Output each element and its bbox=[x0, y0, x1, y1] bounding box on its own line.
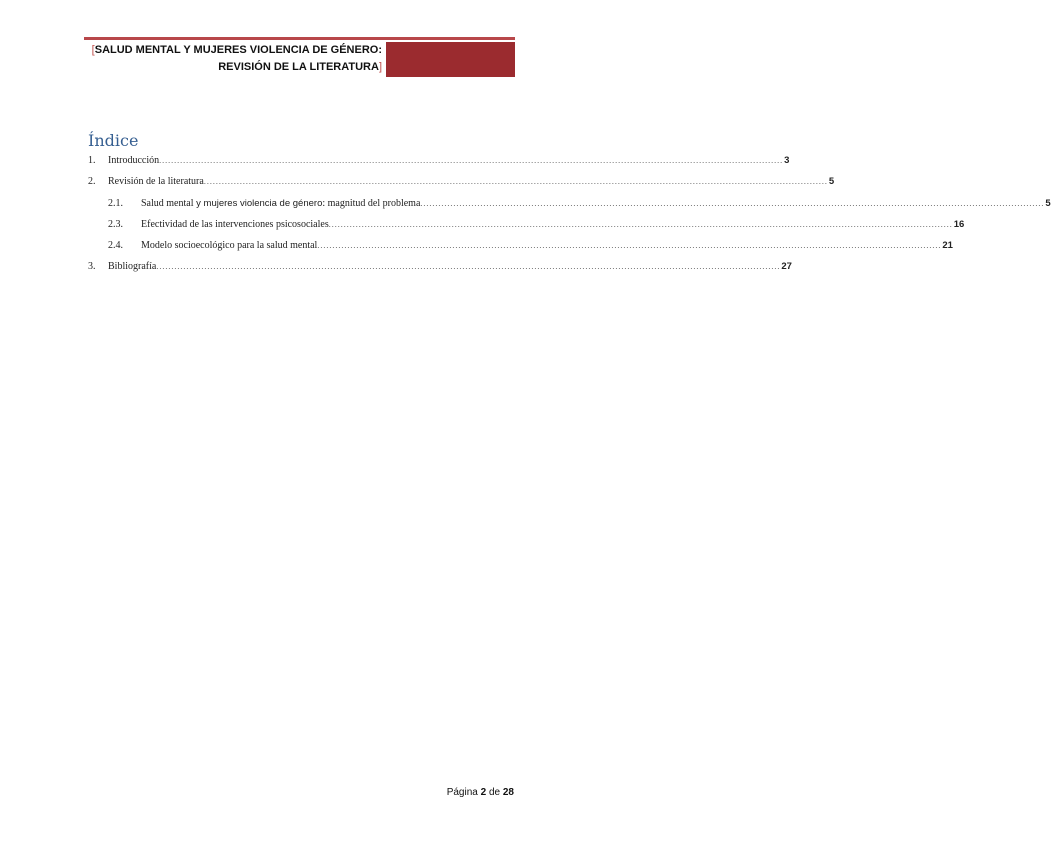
toc-entry-efectividad[interactable] bbox=[108, 219, 965, 231]
toc-entry-number: 3. bbox=[88, 261, 96, 272]
toc-entry-page: 5 bbox=[1045, 198, 1051, 209]
toc-entry-page: 27 bbox=[781, 261, 792, 272]
footer-of-word: de bbox=[488, 787, 501, 798]
toc-entry-page: 21 bbox=[942, 240, 953, 251]
toc-entry-label-part3: : magnitud del problema bbox=[322, 198, 421, 209]
toc-title: Índice bbox=[88, 131, 139, 150]
toc-entry-label: Efectividad de las intervenciones psicosociales bbox=[141, 219, 329, 230]
toc-leader-dots: ................................................................................................................................................................................................................ bbox=[159, 156, 784, 165]
page-header bbox=[84, 37, 515, 77]
toc-entry-page: 5 bbox=[828, 176, 835, 187]
toc-entry-label-part1: Salud mental bbox=[141, 198, 194, 209]
toc-leader-dots: ................................................................................................................................................................................................................ bbox=[156, 262, 781, 271]
toc-entry-bibliografia[interactable] bbox=[88, 261, 792, 273]
page-footer bbox=[447, 787, 514, 798]
toc-entry-label: Bibliografía bbox=[108, 261, 157, 272]
toc-entry-label bbox=[141, 198, 420, 210]
toc-leader-dots: ................................................................................................................................................................................................................ bbox=[420, 199, 1045, 208]
toc-entry-label: Modelo socioecológico para la salud mental bbox=[141, 240, 318, 251]
toc-entry-number: 1. bbox=[88, 155, 96, 166]
footer-total-pages: 28 bbox=[502, 787, 514, 798]
toc-leader-dots: ................................................................................................................................................................................................................ bbox=[317, 241, 942, 250]
toc-entry-number: 2.3. bbox=[108, 219, 123, 230]
toc-entry-salud-mental[interactable] bbox=[108, 198, 1051, 210]
toc-entry-label: Revisión de la literatura bbox=[108, 176, 204, 187]
toc-entry-number: 2. bbox=[88, 176, 96, 187]
toc-entry-label: Introducción bbox=[108, 155, 160, 166]
footer-current-page: 2 bbox=[480, 787, 487, 798]
header-color-block bbox=[386, 42, 515, 77]
toc-entry-introduccion[interactable] bbox=[88, 155, 790, 167]
toc-entry-modelo[interactable] bbox=[108, 240, 953, 252]
toc-entry-revision[interactable] bbox=[88, 176, 835, 188]
toc-entry-page: 16 bbox=[953, 219, 965, 230]
header-title-line2: REVISIÓN DE LA LITERATURA bbox=[218, 61, 379, 73]
header-title bbox=[84, 42, 382, 76]
header-title-line1: SALUD MENTAL Y MUJERES VIOLENCIA DE GÉNERO: bbox=[94, 44, 382, 56]
header-bracket-open: [ bbox=[91, 44, 95, 56]
toc-entry-label-part2: y mujeres violencia de género bbox=[193, 198, 323, 209]
toc-leader-dots: ................................................................................................................................................................................................................ bbox=[328, 220, 953, 229]
header-bracket-close: ] bbox=[378, 61, 382, 73]
toc-entry-page: 3 bbox=[784, 155, 790, 166]
toc-entry-number: 2.1. bbox=[108, 198, 123, 209]
footer-page-word: Página bbox=[446, 787, 478, 798]
toc-leader-dots: ................................................................................................................................................................................................................ bbox=[203, 177, 828, 186]
header-rule bbox=[84, 37, 515, 40]
toc-entry-number: 2.4. bbox=[108, 240, 123, 251]
